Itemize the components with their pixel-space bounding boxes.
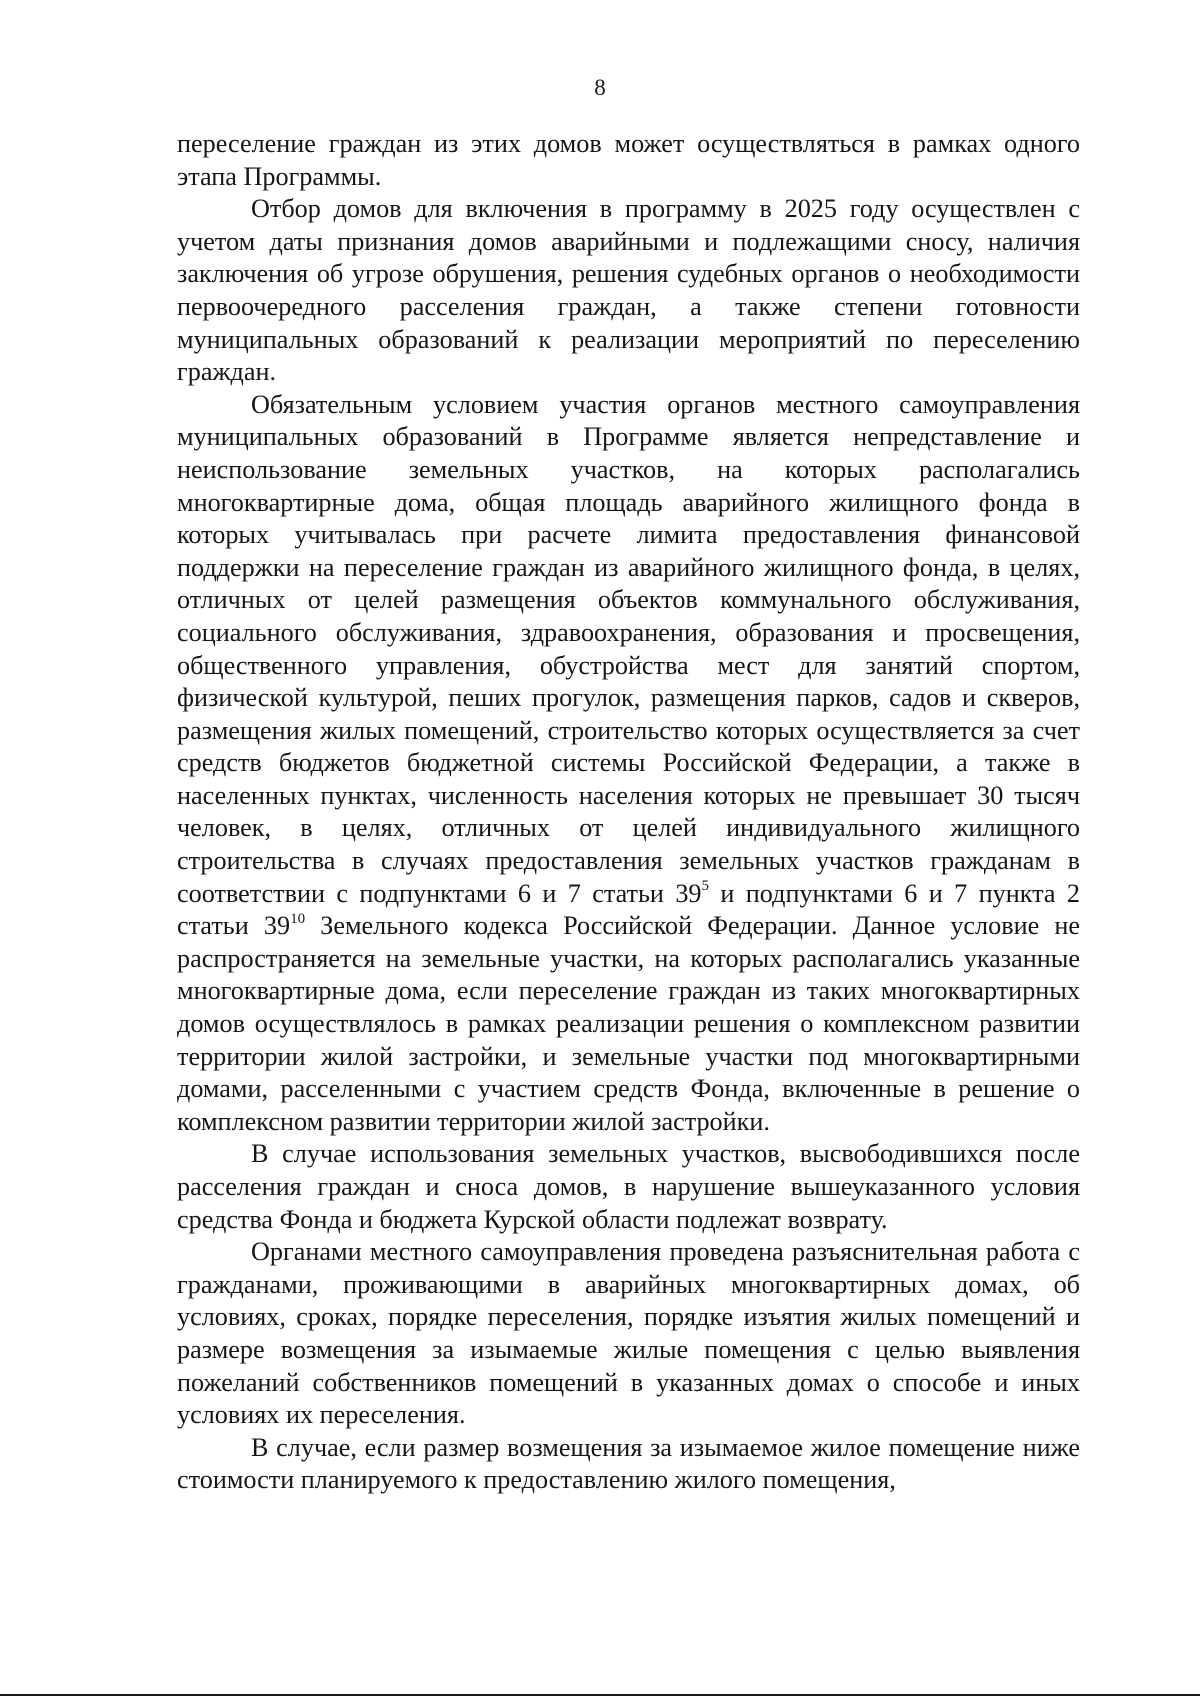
paragraph-mandatory-condition-part-3: Земельного кодекса Российской Федерации. Данное условие не распространяется на земельные участки, на которых располагались указанные многоквартирные дома, если переселение граждан из таких многоквартирных домов осуществлялось в рамках реализации решения о комплексном развитии территории жилой застройки, и земельные участки под многоквартирными домами, расселенными с участием средств Фонда, включенные в решение о комплексном развитии территории жилой застройки. [177,911,1081,1136]
paragraph-mandatory-condition-part-2: и подпунктами 6 и 7 пункта 2 статьи 39 [177,878,1080,941]
paragraph-explanatory-work: Органами местного самоуправления проведена разъяснительная работа с гражданами, проживающими в аварийных многоквартирных домах, об условиях, сроках, порядке переселения, порядке изъятия жилых помещений и размере возмещения за изымаемые жилые помещения с целью выявления пожеланий собственников помещений в указанных домах о способе и иных условиях их переселения. [177,1237,1080,1430]
superscript-article-39-5: 5 [701,877,709,894]
paragraph-fund-return: В случае использования земельных участков, высвободившихся после расселения граждан и сноса домов, в нарушение вышеуказанного условия средства Фонда и бюджета Курской области подлежат возврату. [177,1139,1080,1234]
paragraph-mandatory-condition-part-1: Обязательным условием участия органов местного самоуправления муниципальных образований в Программе является непредставление и неиспользование земельных участков, на которых располагались многоквартирные дома, общая площадь аварийного жилищного фонда в которых учитывалась при расчете лимита предоставления финансовой поддержки на переселение граждан из аварийного жилищного фонда, в целях, отличных от целей размещения объектов коммунального обслуживания, социального обслуживания, здравоохранения, образования и просвещения, общественного управления, обустройства мест для занятий спортом, физической культурой, пеших прогулок, размещения парков, садов и скверов, размещения жилых помещений, строительство которых осуществляется за счет средств бюджетов бюджетной системы Российской Федерации, а также в населенных пунктах, численность населения которых не превышает 30 тысяч человек, в целях, отличных от целей индивидуального жилищного строительства в случаях предоставления земельных участков гражданам в соответствии с подпунктами 6 и 7 статьи 39 [177,389,1080,908]
paragraph-selection-criteria: Отбор домов для включения в программу в 2025 году осуществлен с учетом даты признания домов аварийными и подлежащими сносу, наличия заключения об угрозе обрушения, решения судебных органов о необходимости первоочередного расселения граждан, а также степени готовности муниципальных образований к реализации мероприятий по переселению граждан. [177,194,1080,387]
document-body [177,128,1080,1497]
paragraph-mandatory-condition [177,389,1080,1139]
page-number: 8 [594,75,606,100]
paragraph-compensation: В случае, если размер возмещения за изымаемое жилое помещение ниже стоимости планируемого к предоставлению жилого помещения, [177,1432,1080,1495]
paragraph-continuation: переселение граждан из этих домов может осуществляться в рамках одного этапа Программы. [177,129,1080,191]
superscript-article-39-10: 10 [290,910,306,927]
scan-bottom-edge [0,1694,1200,1696]
